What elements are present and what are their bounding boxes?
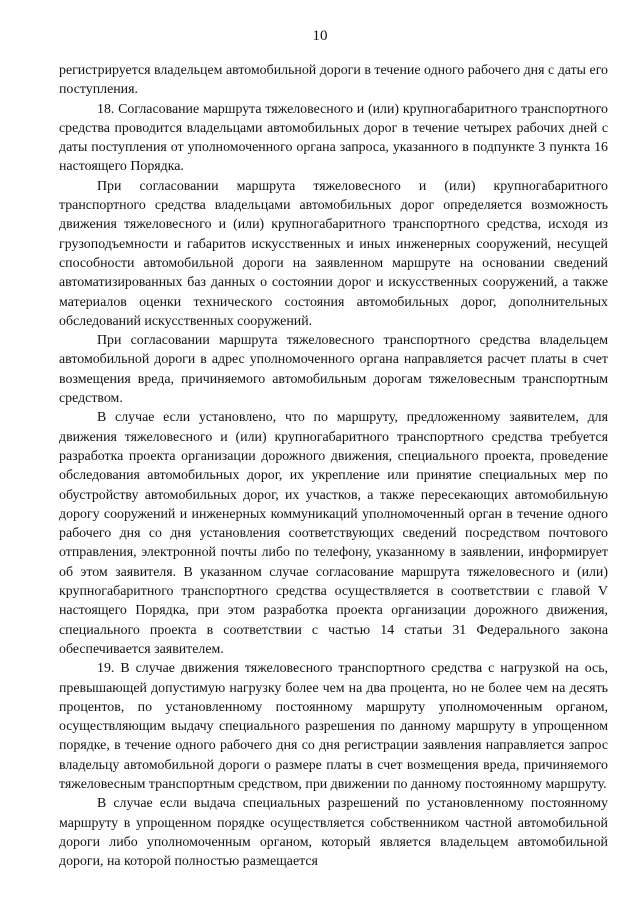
paragraph-19: 19. В случае движения тяжеловесного транспортного средства с нагрузкой на ось, превышающей допустимую нагрузку более чем на два процента, но не более чем на десять процентов, по установленному постоянному маршруту уполномоченным органом, осуществляющим выдачу специального разрешения по данному маршруту в упрощенном порядке, в течение одного рабочего дня со дня регистрации заявления направляется запрос владельцу автомобильной дороги о размере платы в счет возмещения вреда, причиняемого тяжеловесным транспортным средством, при движении по данному постоянному маршруту. (59, 661, 608, 792)
page-number: 10 (312, 28, 328, 44)
paragraph-18: 18. Согласование маршрута тяжеловесного и (или) крупногабаритного транспортного средства проводится владельцами автомобильных дорог в течение четырех рабочих дней с даты поступления от уполномоченного органа запроса, указанного в подпункте 3 пункта 16 настоящего Порядка. (59, 101, 608, 175)
paragraph-continuation: регистрируется владельцем автомобильной дороги в течение одного рабочего дня с даты его поступления. (59, 63, 608, 98)
paragraph-route-assessment: При согласовании маршрута тяжеловесного и (или) крупногабаритного транспортного средства владельцами автомобильных дорог определяется возможность движения тяжеловесного и (или) крупногабаритного транспортного средства, исходя из грузоподъемности и габаритов искусственных и иных инженерных сооружений, несущей способности автомобильной дороги на заявленном маршруте на основании сведений автоматизированных баз данных о состоянии дорог и искусственных сооружений, а также материалов оценки технического состояния автомобильных дорог, дополнительных обследований искусственных сооружений. (59, 178, 608, 329)
paragraph-special-project: В случае если установлено, что по маршруту, предложенному заявителем, для движения тяжеловесного и (или) крупногабаритного транспортного средства требуется разработка проекта организации дорожного движения, специального проекта, проведение обследования автомобильных дорог, их укрепление или принятие специальных мер по обустройству автомобильных дорог, их участков, а также пересекающих автомобильную дорогу сооружений и инженерных коммуникаций уполномоченный орган в течение одного рабочего дня со дня установления соответствующих сведений посредством почтового отправления, электронной почты либо по телефону, указанному в заявлении, информирует об этом заявителя. В указанном случае согласование маршрута тяжеловесного и (или) крупногабаритного транспортного средства осуществляется в соответствии с главой V настоящего Порядка, при этом разработка проекта организации дорожного движения, специального проекта в соответствии с частью 14 статьи 31 Федерального закона обеспечивается заявителем. (59, 410, 608, 657)
paragraph-private-road: В случае если выдача специальных разрешений по установленному постоянному маршруту в упрощенном порядке осуществляется собственником частной автомобильной дороги либо уполномоченным органом, который является владельцем автомобильной дороги, на которой полностью размещается (59, 796, 608, 870)
document-body (59, 61, 608, 871)
paragraph-payment-calculation: При согласовании маршрута тяжеловесного транспортного средства владельцем автомобильной дороги в адрес уполномоченного органа направляется расчет платы в счет возмещения вреда, причиняемого автомобильным дорогам тяжеловесным транспортным средством. (59, 333, 608, 407)
